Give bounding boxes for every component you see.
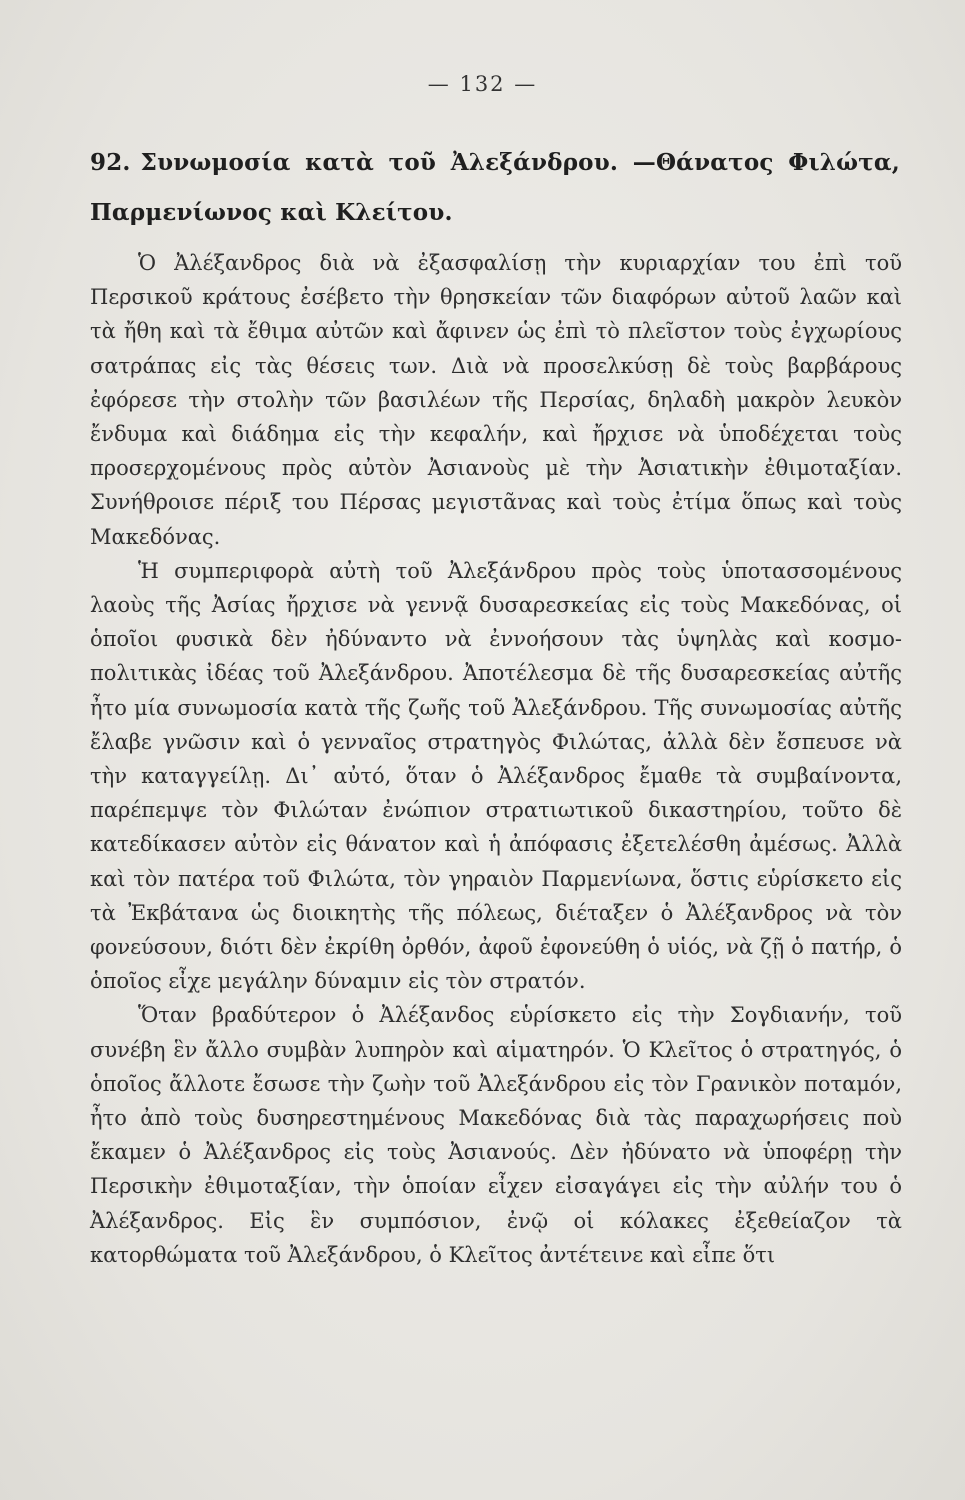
section-title: Συνωμοσία κατὰ τοῦ Ἀλεξάνδρου. —Θάνατος Φιλώτα, Παρμενίωνος καὶ Κλείτου. bbox=[90, 149, 900, 226]
body-text bbox=[90, 246, 902, 1272]
section-number: 92. bbox=[90, 149, 131, 176]
page-number: — 132 — bbox=[427, 72, 538, 96]
section-heading bbox=[90, 138, 900, 238]
paragraph: Ὅταν βραδύτερον ὁ Ἀλέξανδος εὑρίσκετο εἰς τὴν Σογδιανήν, τοῦ συνέβη ἓν ἄλλο συμβὰν λυπηρὸν καὶ αἱματηρόν. Ὁ Κλεῖτος ὁ στρατηγός, ὁ ὁποῖος ἄλλοτε ἔσωσε τὴν ζωὴν τοῦ Ἀλεξάνδρου εἰς τὸν Γρανικὸν ποταμόν, ἦτο ἀπὸ τοὺς δυσηρεστημένους Μακεδόνας διὰ τὰς παραχωρήσεις ποὺ ἔκαμεν ὁ Ἀλέξανδρος εἰς τοὺς Ἀσιανούς. Δὲν ἠδύνατο νὰ ὑποφέρῃ τὴν Περσικὴν ἐθιμοταξίαν, τὴν ὁποίαν εἶχεν εἰσαγάγει εἰς τὴν αὐλήν του ὁ Ἀλέξανδρος. Εἰς ἓν συμπόσιον, ἐνῷ οἱ κόλακες ἐξεθείαζον τὰ κατορθώματα τοῦ Ἀλεξάνδρου, ὁ Κλεῖτος ἀντέτεινε καὶ εἶπε ὅτι bbox=[90, 1003, 902, 1267]
paragraph: Ὁ Ἀλέξανδρος διὰ νὰ ἐξασφαλίσῃ τὴν κυριαρχίαν του ἐπὶ τοῦ Περσικοῦ κράτους ἐσέβετο τὴν θρησκείαν τῶν διαφόρων αὐτοῦ λαῶν καὶ τὰ ἤθη καὶ τὰ ἔθιμα αὐτῶν καὶ ἄφινεν ὡς ἐπὶ τὸ πλεῖστον τοὺς ἐγχωρίους σατράπας εἰς τὰς θέσεις των. Διὰ νὰ προσελκύσῃ δὲ τοὺς βαρβάρους ἐφόρεσε τὴν στολὴν τῶν βασιλέων τῆς Περσίας, δηλαδὴ μακρὸν λευκὸν ἔνδυμα καὶ διάδημα εἰς τὴν κεφαλήν, καὶ ἤρχισε νὰ ὑποδέχεται τοὺς προσερχομένους πρὸς αὐτὸν Ἀσιανοὺς μὲ τὴν Ἀσιατικὴν ἐθιμοταξίαν. Συνήθροισε πέριξ του Πέρσας μεγιστᾶνας καὶ τοὺς ἐτίμα ὅπως καὶ τοὺς Μακεδόνας. bbox=[90, 251, 902, 549]
paragraph: Ἡ συμπεριφορὰ αὐτὴ τοῦ Ἀλεξάνδρου πρὸς τοὺς ὑποτασσομένους λαοὺς τῆς Ἀσίας ἤρχισε νὰ γεννᾷ δυσαρεσκείας εἰς τοὺς Μακεδόνας, οἱ ὁποῖοι φυσικὰ δὲν ἠδύναντο νὰ ἐννοήσουν τὰς ὑψηλὰς καὶ κοσμοπολιτικὰς ἰδέας τοῦ Ἀλεξάνδρου. Ἀποτέλεσμα δὲ τῆς δυσαρεσκείας αὐτῆς ἦτο μία συνωμοσία κατὰ τῆς ζωῆς τοῦ Ἀλεξάνδρου. Τῆς συνωμοσίας αὐτῆς ἔλαβε γνῶσιν καὶ ὁ γενναῖος στρατηγὸς Φιλώτας, ἀλλὰ δὲν ἔσπευσε νὰ τὴν καταγγείλῃ. Δι᾽ αὐτό, ὅταν ὁ Ἀλέξανδρος ἔμαθε τὰ συμβαίνοντα, παρέπεμψε τὸν Φιλώταν ἐνώπιον στρατιωτικοῦ δικαστηρίου, τοῦτο δὲ κατεδίκασεν αὐτὸν εἰς θάνατον καὶ ἡ ἀπόφασις ἐξετελέσθη ἀμέσως. Ἀλλὰ καὶ τὸν πατέρα τοῦ Φιλώτα, τὸν γηραιὸν Παρμενίωνα, ὅστις εὑρίσκετο εἰς τὰ Ἐκβάτανα ὡς διοικητὴς τῆς πόλεως, διέταξεν ὁ Ἀλέξανδρος νὰ τὸν φονεύσουν, διότι δὲν ἐκρίθη ὀρθόν, ἀφοῦ ἐφονεύθη ὁ υἱός, νὰ ζῇ ὁ πατήρ, ὁ ὁποῖος εἶχε μεγάλην δύναμιν εἰς τὸν στρατόν. bbox=[90, 558, 902, 994]
